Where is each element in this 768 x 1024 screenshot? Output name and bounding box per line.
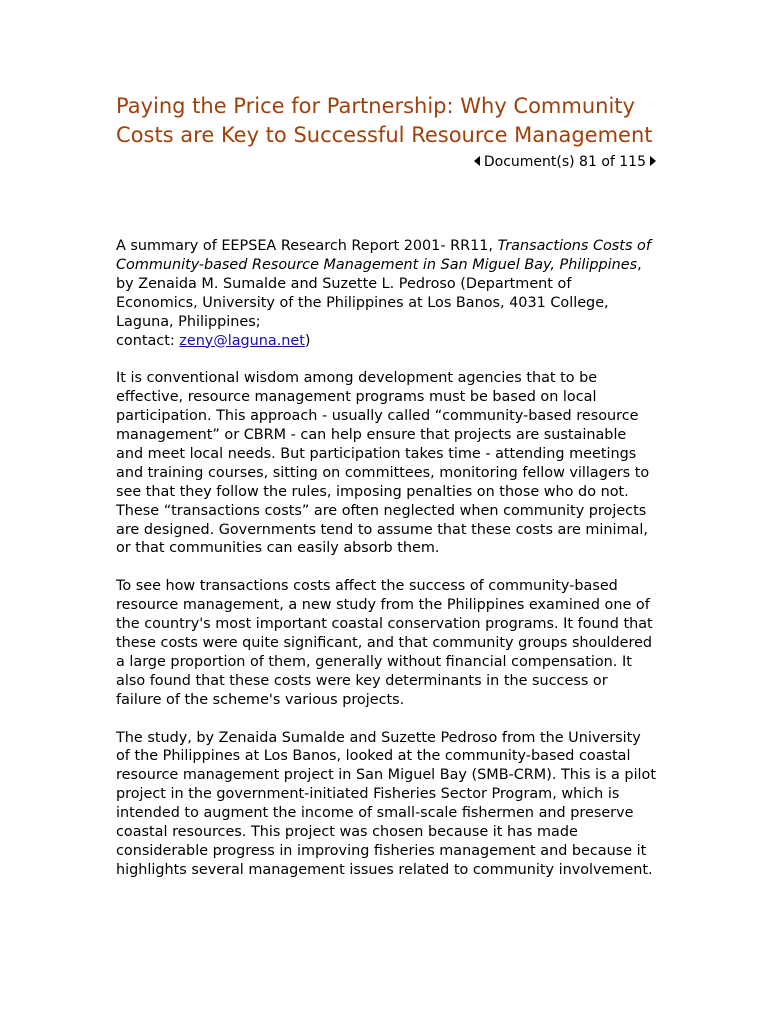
- contact-close: ): [304, 332, 311, 349]
- document-count-label: Document(s) 81 of 115: [483, 154, 646, 170]
- document-page: [116, 92, 656, 880]
- next-document-icon[interactable]: [650, 156, 656, 166]
- document-navigator: [116, 153, 656, 171]
- contact-email-link[interactable]: zeny@laguna.net: [179, 332, 305, 349]
- summary-intro: A summary of EEPSEA Research Report 2001- RR11,: [116, 238, 498, 254]
- body-paragraph-3: The study, by Zenaida Sumalde and Suzette Pedroso from the University of the Philippines at Los Banos, looked at the community-based coastal resource management project in San Miguel Bay (SMB-CRM). This is a pilot project in the government-initiated Fisheries Sector Program, which is intended to augment the income of small-scale fishermen and preserve coastal resources. This project was chosen because it has made considerable progress in improving fisheries management and because it highlights several management issues related to community involvement.: [116, 729, 657, 878]
- body-paragraph-2: To see how transactions costs affect the success of community-based resource management, a new study from the Philippines examined one of the country's most important coastal conservation programs. It found that these costs were quite significant, and that community groups shouldered a large proportion of them, generally without financial compensation. It also found that these costs were key determinants in the success or failure of the scheme's various projects.: [116, 578, 653, 708]
- summary-paragraph: [116, 237, 656, 350]
- summary-authors: , by Zenaida M. Sumalde and Suzette L. Pedroso (Department of Economics, University of the Philippines at Los Banos, 4031 College, Laguna, Philippines;: [116, 256, 642, 330]
- contact-label: contact:: [116, 332, 180, 349]
- previous-document-icon[interactable]: [474, 156, 480, 166]
- article-title: Paying the Price for Partnership: Why Community Costs are Key to Successful Resource Management: [116, 94, 653, 147]
- report-title: Transactions Costs of Community-based Resource Management in San Miguel Bay, Philippines: [116, 238, 651, 273]
- body-paragraph-1: It is conventional wisdom among development agencies that to be effective, resource management programs must be based on local participation. This approach - usually called “community-based resource management” or CBRM - can help ensure that projects are sustainable and meet local needs. But participation takes time - attending meetings and training courses, sitting on committees, monitoring fellow villagers to see that they follow the rules, imposing penalties on those who do not. These “transactions costs” are often neglected when community projects are designed. Governments tend to assume that these costs are minimal, or that communities can easily absorb them.: [116, 370, 650, 557]
